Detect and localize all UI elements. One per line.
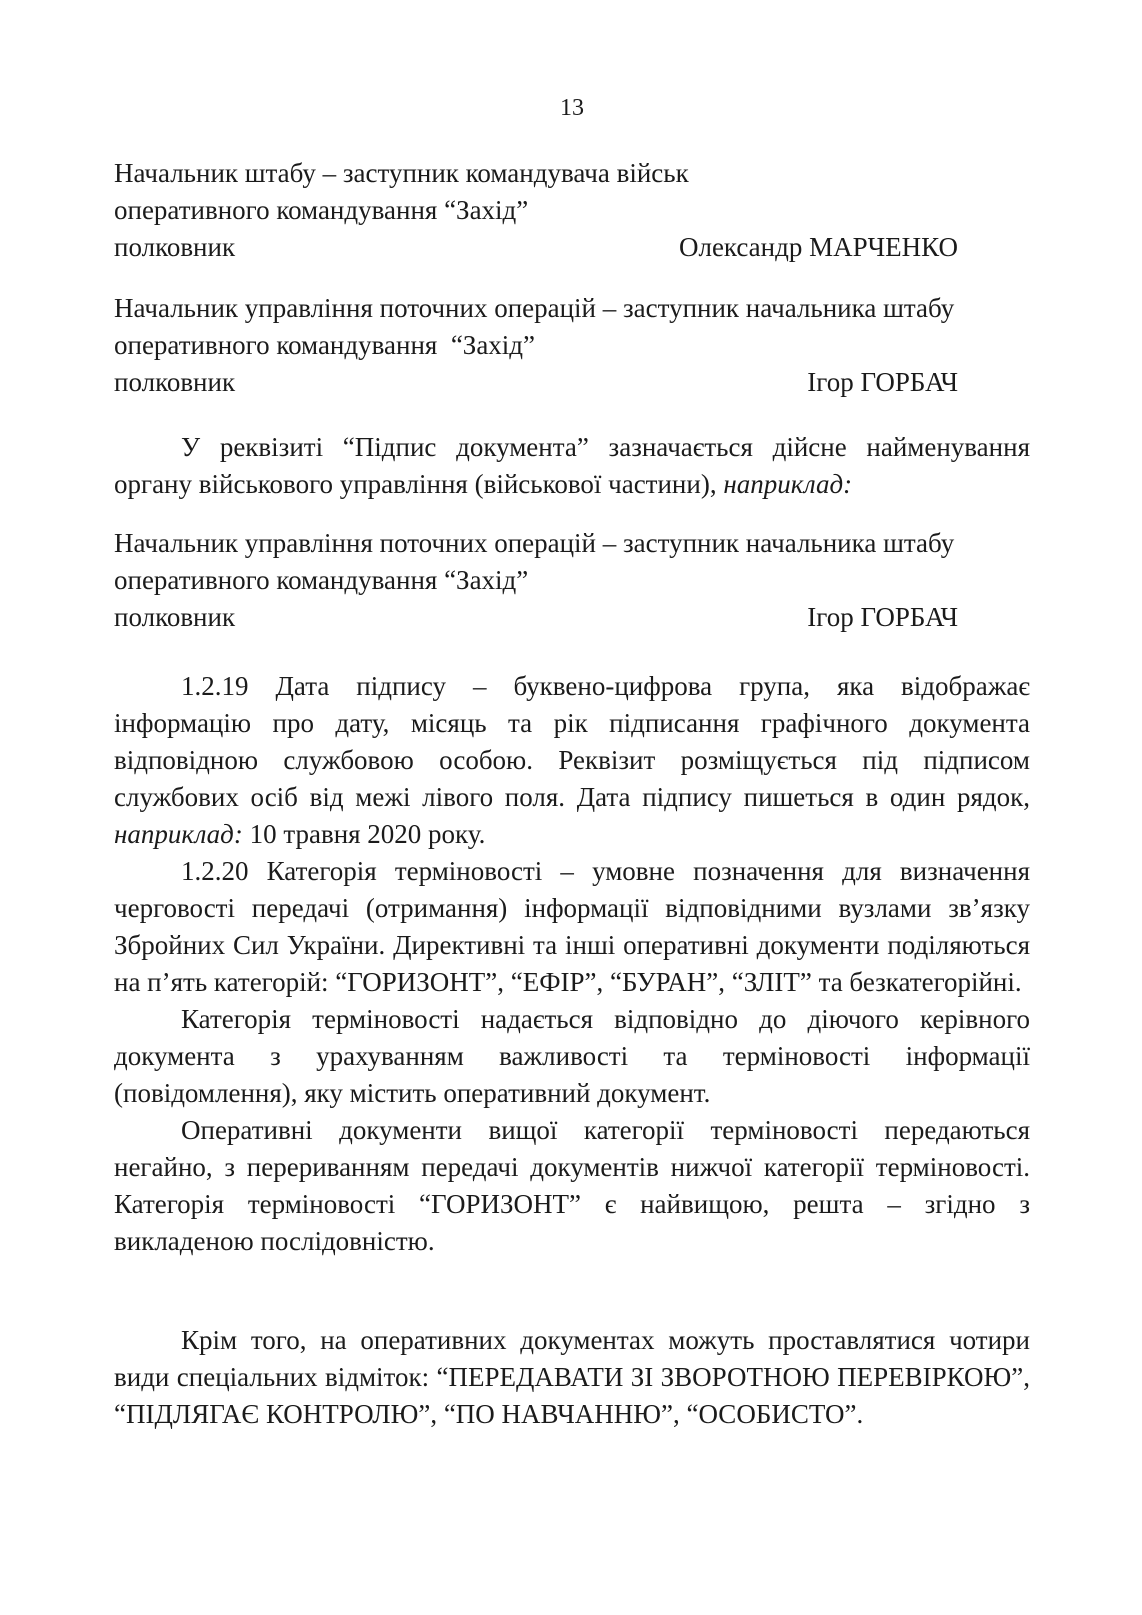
position-line: оперативного командування “Захід” <box>114 565 529 595</box>
position-line: Начальник управління поточних операцій – заступник начальника штабу <box>114 528 955 558</box>
rank-label: полковник <box>114 602 236 632</box>
signer-name: Ігор ГОРБАЧ <box>807 602 958 632</box>
position-line: Начальник штабу – заступник командувача військ <box>114 158 689 188</box>
position-line: оперативного командування “Захід” <box>114 330 536 360</box>
signer-name: Олександр МАРЧЕНКО <box>678 232 958 262</box>
rank-label: полковник <box>114 232 236 262</box>
signature-block-example <box>114 525 1030 636</box>
signature-row <box>114 229 1030 266</box>
signature-block-chief-of-staff <box>114 155 1030 266</box>
signature-block-operations-chief <box>114 290 1030 401</box>
signature-row <box>114 599 1030 636</box>
paragraph-special-marks: Крім того, на оперативних документах можуть проставлятися чотири види спеціальних відміток: “ПЕРЕДАВАТИ ЗІ ЗВОРОТНОЮ ПЕРЕВІРКОЮ”, “ПІДЛЯГАЄ КОНТРОЛЮ”, “ПО НАВЧАННЮ”, “ОСОБИСТО”. <box>114 1325 1030 1429</box>
paragraph-clause-1-2-19: 1.2.19 Дата підпису – буквено-цифрова група, яка відображає інформацію про дату, місяць та рік підписання графічного документа відповідною службовою особою. Реквізит розміщується під підписом службових осіб від межі лівого поля. Дата підпису пишеться в один рядок, наприклад: 10 травня 2020 року. <box>114 671 1030 849</box>
signature-row <box>114 364 1030 401</box>
paragraph-signature-requisite: У реквізиті “Підпис документа” зазначається дійсне найменування органу військового управління (військової частини), наприклад: <box>114 432 1030 499</box>
rank-label: полковник <box>114 367 236 397</box>
paragraph-clause-1-2-20: 1.2.20 Категорія терміновості – умовне позначення для визначення черговості передачі (отримання) інформації відповідними вузлами зв’язку Збройних Сил України. Директивні та інші оперативні документи поділяються на п’ять категорій: “ГОРИЗОНТ”, “ЕФІР”, “БУРАН”, “ЗЛІТ” та безкатегорійні. <box>114 856 1030 997</box>
paragraph-urgency-assignment: Категорія терміновості надається відповідно до діючого керівного документа з урахуванням важливості та терміновості інформації (повідомлення), яку містить оперативний документ. <box>114 1004 1030 1108</box>
paragraph-transmission-priority: Оперативні документи вищої категорії терміновості передаються негайно, з перериванням передачі документів нижчої категорії терміновості. Категорія терміновості “ГОРИЗОНТ” є найвищою, решта – згідно з викладеною послідовністю. <box>114 1115 1030 1256</box>
position-line: оперативного командування “Захід” <box>114 195 529 225</box>
page-number: 13 <box>560 95 584 121</box>
position-line: Начальник управління поточних операцій – заступник начальника штабу <box>114 293 955 323</box>
signer-name: Ігор ГОРБАЧ <box>807 367 958 397</box>
